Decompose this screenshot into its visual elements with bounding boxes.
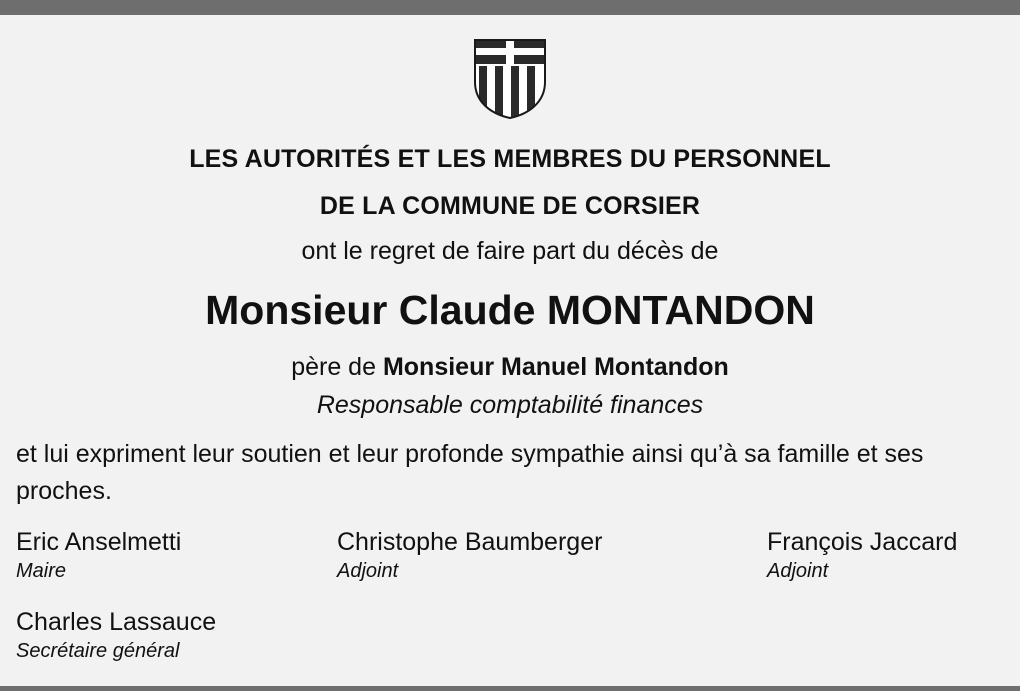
signatory-name: François Jaccard [767, 528, 958, 556]
signatory-name: Christophe Baumberger [337, 528, 603, 556]
relative-role: Responsable comptabilité finances [316, 391, 704, 419]
bottom-border-bar [0, 686, 1020, 691]
signatory-title: Maire [16, 560, 67, 582]
signatory-title: Secrétaire général [16, 640, 180, 662]
condolence-message: et lui expriment leur soutien et leur profonde sympathie ainsi qu’à sa famille et ses proches. [16, 440, 924, 505]
signatory-name: Charles Lassauce [16, 608, 217, 636]
commune-coat-of-arms-icon [473, 38, 547, 120]
signatory [767, 526, 957, 584]
signatory [337, 526, 602, 584]
relation-prefix: père de [291, 353, 383, 381]
signatory-name: Eric Anselmetti [16, 528, 182, 556]
signatory [16, 606, 216, 664]
relation-line [0, 350, 1020, 384]
heading-line-2: DE LA COMMUNE DE CORSIER [319, 192, 701, 220]
top-border-bar [0, 0, 1020, 15]
deceased-name: Monsieur Claude MONTANDON [205, 287, 815, 333]
signatory [16, 526, 181, 584]
intro-text: ont le regret de faire part du décès de [301, 237, 719, 265]
heading-line-1: LES AUTORITÉS ET LES MEMBRES DU PERSONNEL [189, 145, 831, 173]
signatory-title: Adjoint [337, 560, 399, 582]
relative-name: Monsieur Manuel Montandon [382, 353, 729, 381]
signatory-title: Adjoint [767, 560, 829, 582]
